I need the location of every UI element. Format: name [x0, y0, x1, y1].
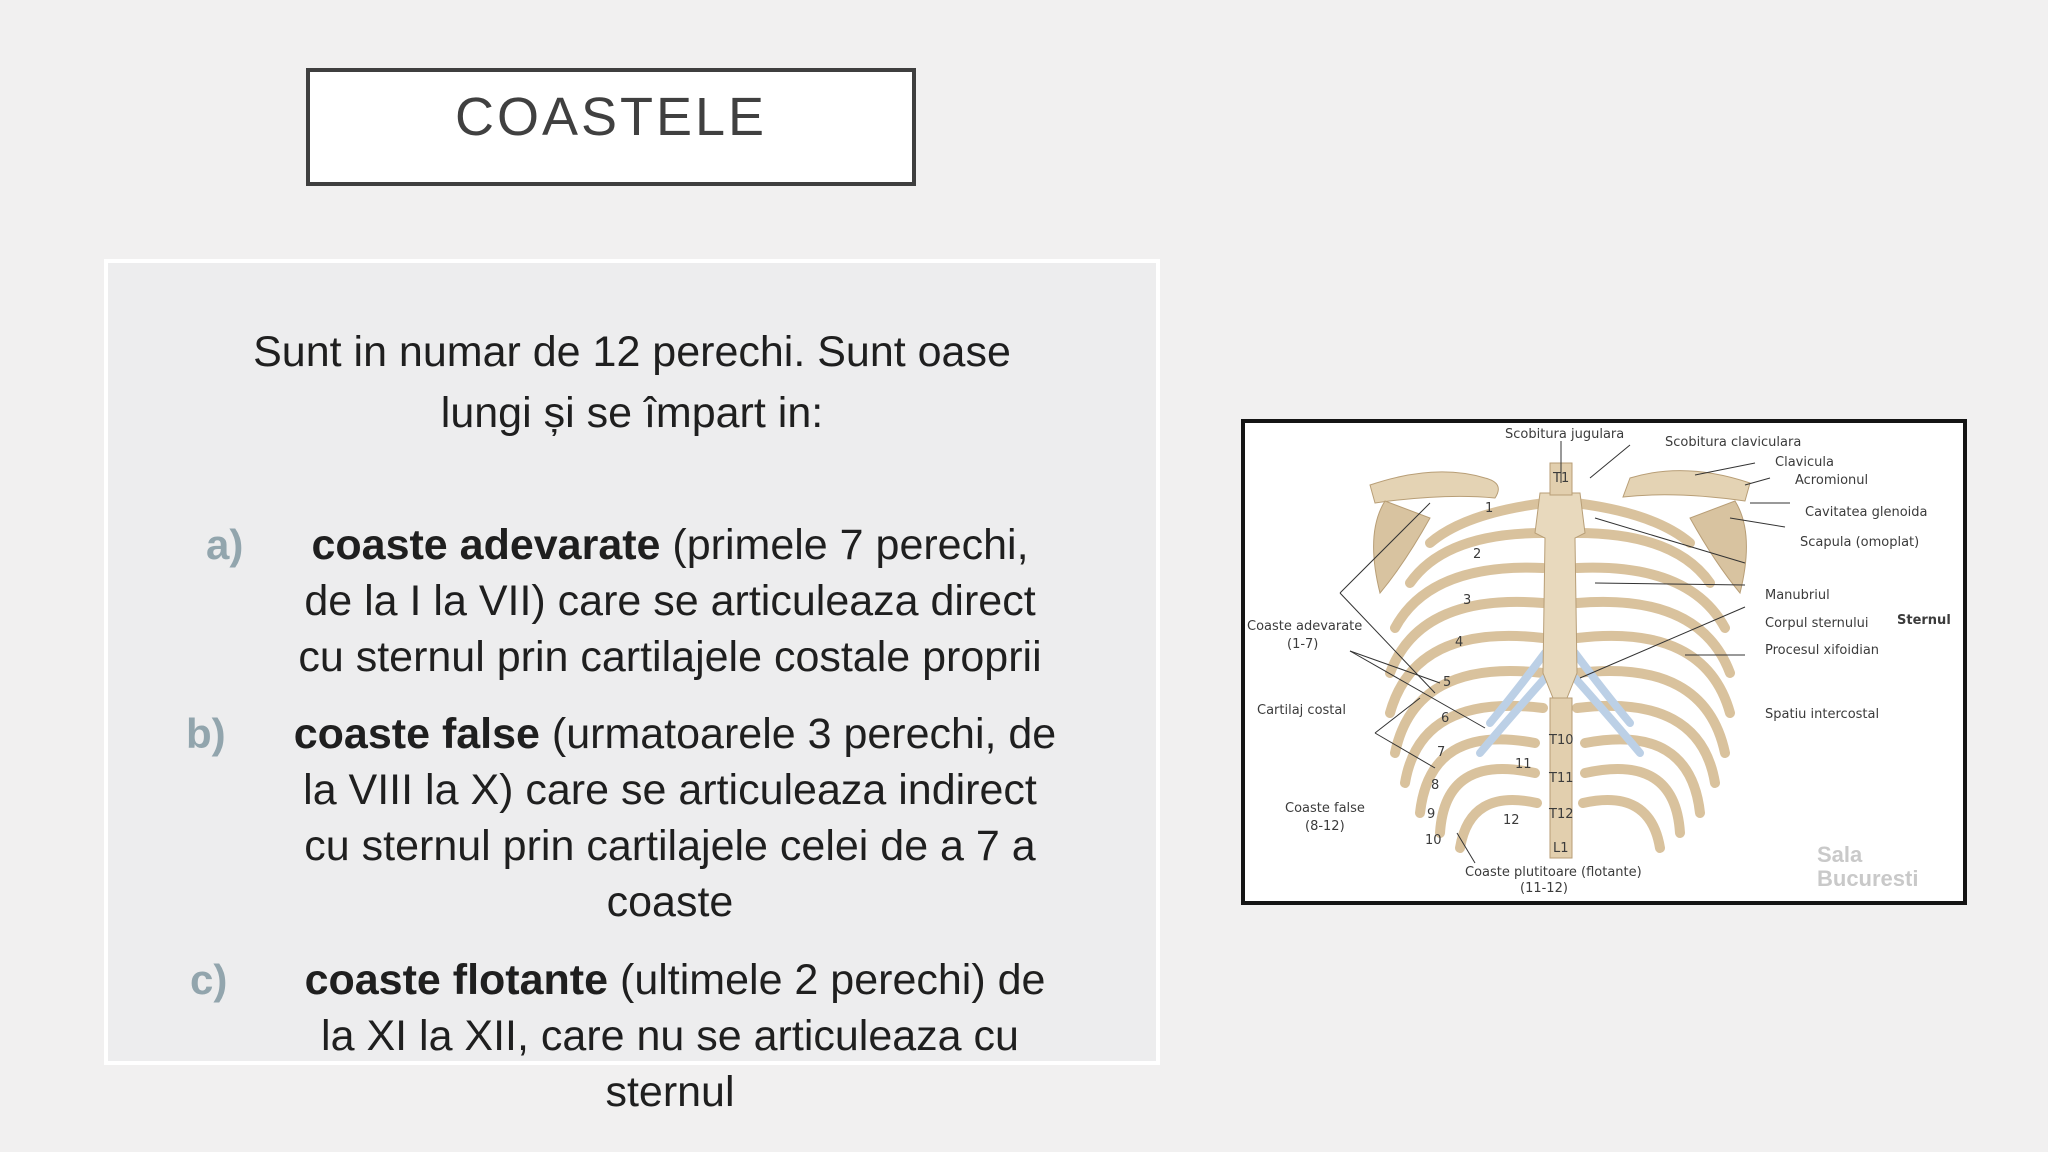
- item-a-term: coaste adevarate: [311, 521, 661, 569]
- label-acromionul: Acromionul: [1795, 473, 1869, 488]
- rib-number-11: 11: [1515, 757, 1532, 772]
- item-c-first-line: [255, 952, 1095, 1008]
- item-a-line-2: de la I la VII) care se articuleaza direct: [304, 577, 1036, 625]
- label-sternul: Sternul: [1897, 613, 1951, 628]
- label-coaste-plutitoare: Coaste plutitoare (flotante): [1465, 865, 1642, 880]
- slide-title: COASTELE: [454, 87, 768, 147]
- rib-number-3: 3: [1463, 593, 1472, 608]
- item-b-term: coaste false: [293, 710, 540, 758]
- label-manubriul: Manubriul: [1765, 588, 1830, 603]
- label-coaste-plutitoare-range: (11-12): [1520, 881, 1568, 896]
- intro-line-1: Sunt in numar de 12 perechi. Sunt oase: [253, 328, 1011, 376]
- label-coaste-adevarate-range: (1-7): [1287, 637, 1319, 652]
- rib-number-7: 7: [1437, 745, 1446, 760]
- intro-line-2: lungi și se împart in:: [440, 389, 824, 437]
- item-a-first-line: [260, 517, 1080, 573]
- item-c-term: coaste flotante: [304, 956, 609, 1004]
- item-b-line-4: coaste: [606, 878, 734, 926]
- label-coaste-false-range: (8-12): [1305, 819, 1345, 834]
- rib-number-10: 10: [1425, 833, 1442, 848]
- item-a-line-3: cu sternul prin cartilajele costale proprii: [298, 633, 1042, 681]
- label-scobitura-jugulara: Scobitura jugulara: [1505, 427, 1625, 442]
- title-box: [306, 68, 916, 186]
- vertebra-t10: T10: [1549, 733, 1574, 748]
- rib-number-9: 9: [1427, 807, 1436, 822]
- label-scobitura-claviculara: Scobitura claviculara: [1665, 435, 1802, 450]
- label-scapula: Scapula (omoplat): [1800, 535, 1920, 550]
- label-spatiu-intercostal: Spatiu intercostal: [1765, 707, 1880, 722]
- item-b-first-line: [250, 706, 1100, 762]
- watermark-sala: Sala: [1817, 842, 1863, 867]
- rib-number-8: 8: [1431, 778, 1440, 793]
- rib-number-5: 5: [1443, 675, 1452, 690]
- label-cartilaj-costal: Cartilaj costal: [1257, 703, 1346, 718]
- vertebra-t11: T11: [1549, 771, 1574, 786]
- label-procesul-xifoidian: Procesul xifoidian: [1765, 643, 1880, 658]
- item-c-line-3: sternul: [605, 1068, 735, 1116]
- rib-number-6: 6: [1441, 711, 1450, 726]
- item-a-rest: (primele 7 perechi,: [660, 521, 1029, 569]
- item-b-letter: b): [186, 710, 226, 757]
- rib-cage-figure: [1241, 419, 1967, 905]
- vertebra-t1: T1: [1553, 471, 1570, 486]
- rib-number-2: 2: [1473, 547, 1482, 562]
- label-coaste-adevarate: Coaste adevarate: [1247, 619, 1363, 634]
- rib-number-12: 12: [1503, 813, 1520, 828]
- rib-cage-illustration: [1245, 423, 1963, 901]
- watermark-bucuresti: Bucuresti: [1817, 866, 1919, 891]
- label-coaste-false: Coaste false: [1285, 801, 1365, 816]
- rib-number-1: 1: [1485, 501, 1494, 516]
- item-c-rest: (ultimele 2 perechi) de: [608, 956, 1046, 1004]
- item-a-letter: a): [206, 521, 244, 568]
- label-cavitatea-glenoida: Cavitatea glenoida: [1805, 505, 1928, 520]
- item-b-rest: (urmatoarele 3 perechi, de: [539, 710, 1057, 758]
- label-clavicula: Clavicula: [1775, 455, 1834, 470]
- item-b-line-3: cu sternul prin cartilajele celei de a 7 a: [304, 822, 1036, 870]
- vertebra-t12: T12: [1549, 807, 1574, 822]
- label-corpul-sternului: Corpul sternului: [1765, 616, 1869, 631]
- item-b-line-2: la VIII la X) care se articuleaza indirect: [303, 766, 1037, 814]
- item-c-line-2: la XI la XII, care nu se articuleaza cu: [321, 1012, 1019, 1060]
- item-c-letter: c): [190, 956, 228, 1003]
- rib-number-4: 4: [1455, 635, 1464, 650]
- vertebra-l1: L1: [1553, 841, 1569, 856]
